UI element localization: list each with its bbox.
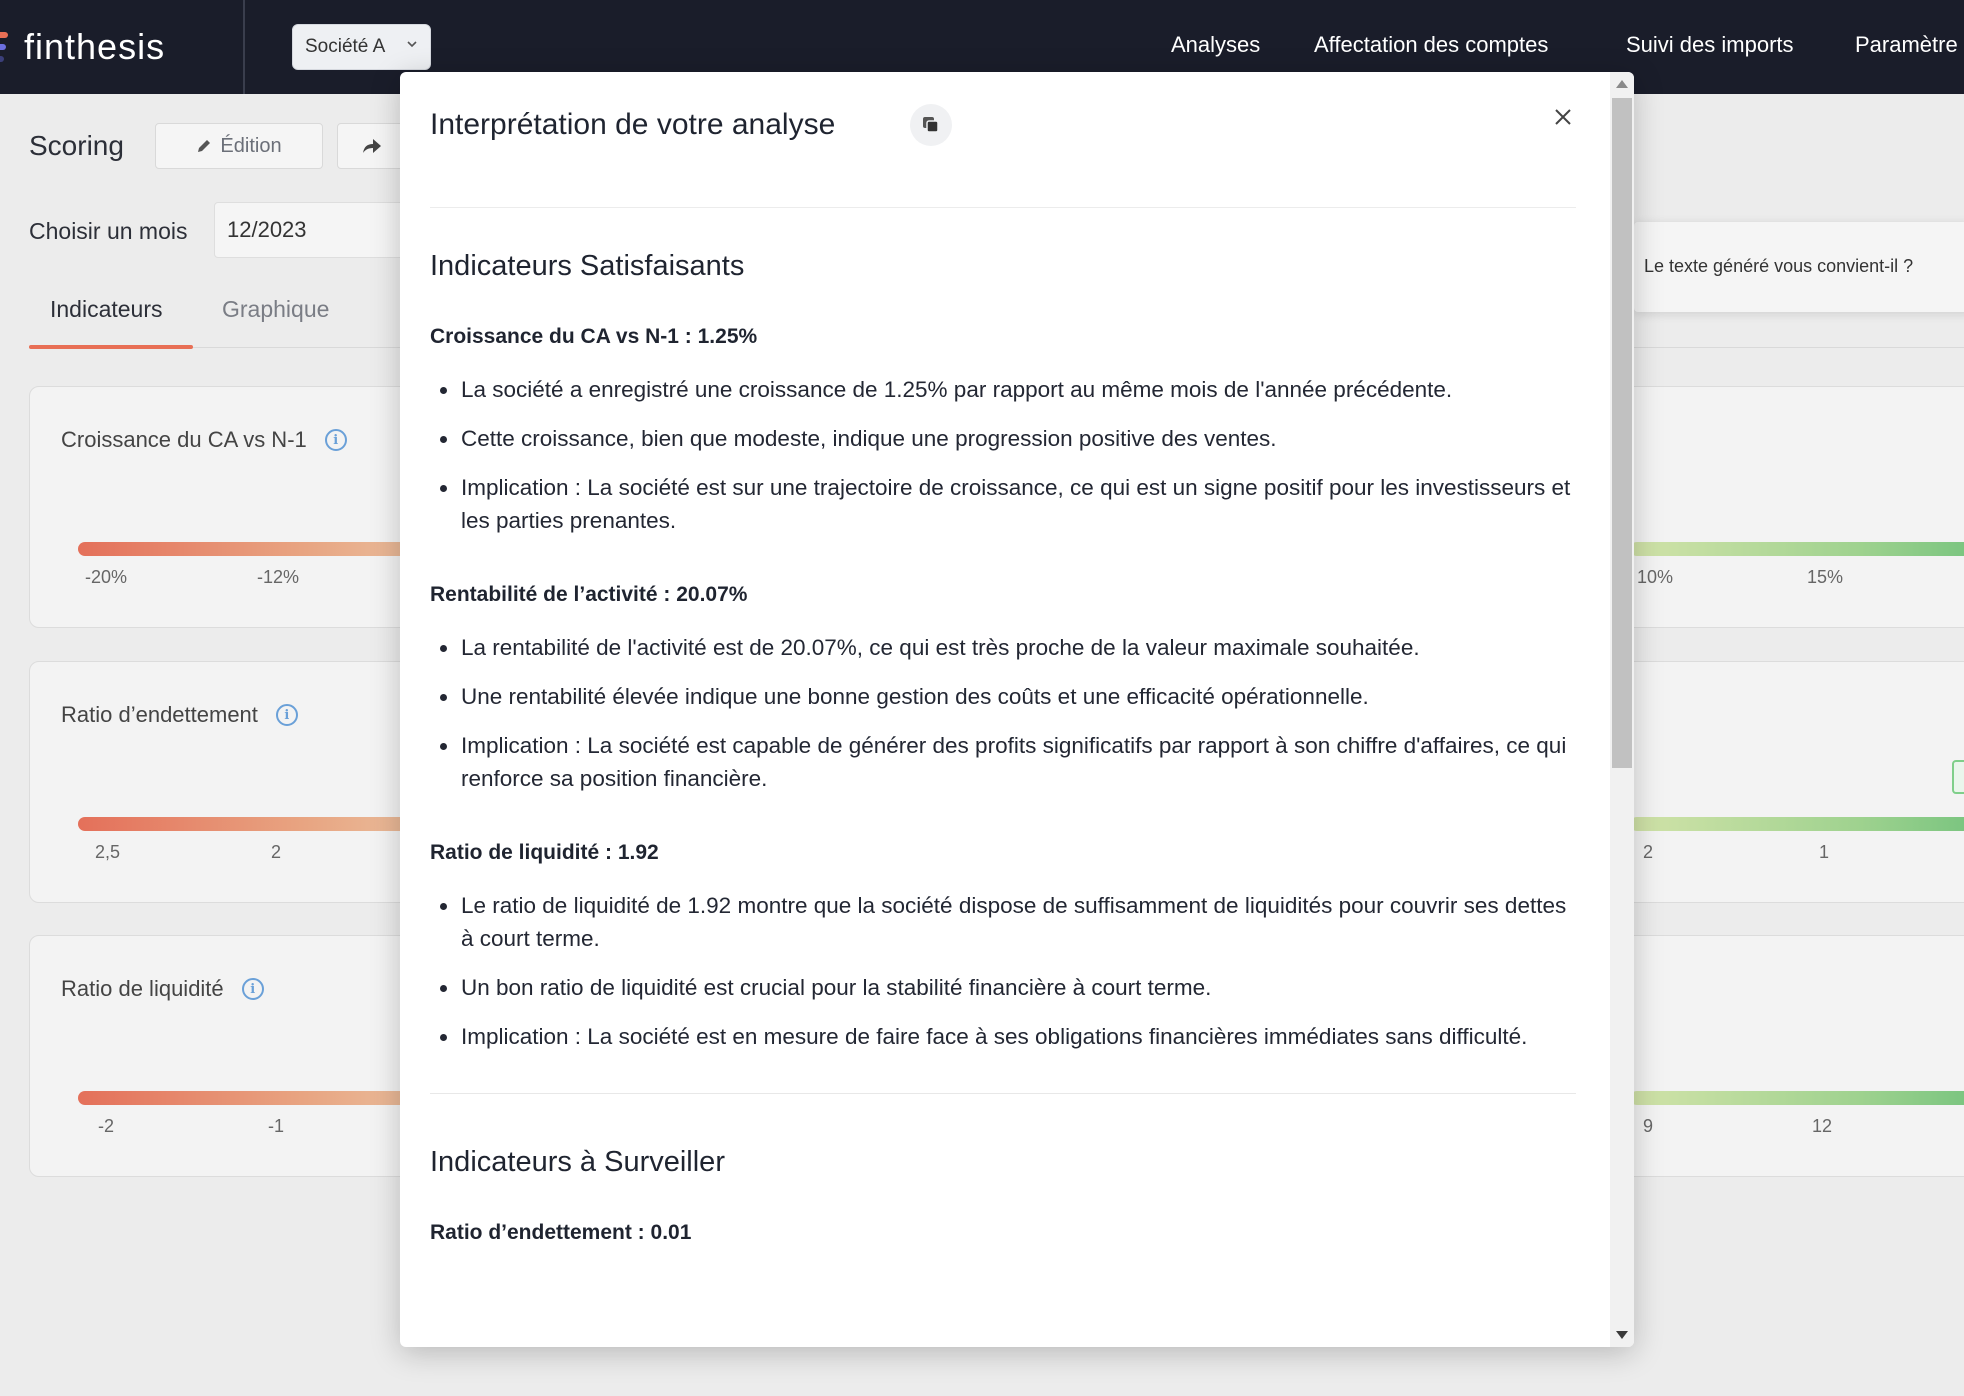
edit-button[interactable] [155,123,323,169]
card-title [61,427,347,453]
info-icon[interactable]: i [325,429,347,451]
list-item: Cette croissance, bien que modeste, indique une progression positive des ventes. [430,422,1576,455]
card-title [61,976,264,1002]
gauge-tick: -12% [257,567,300,587]
share-button[interactable] [337,123,407,169]
interpretation-modal [400,72,1634,1347]
nav-link-suivi-imports[interactable]: Suivi des imports [1626,32,1794,57]
indicator-heading-rentabilite: Rentabilité de l’activité : 20.07% [430,583,748,606]
company-select[interactable] [292,24,431,70]
bullet-list [430,631,1576,795]
active-tab-indicator [29,345,193,349]
bullet-list [430,889,1576,1053]
nav-link-parametres[interactable]: Paramètre [1855,32,1958,57]
gauge-tick: 2 [271,842,282,862]
modal-body [430,208,1576,1347]
gauge-bar-high [1630,542,1964,556]
status-badge [1952,760,1964,794]
gauge-tick: -1 [268,1116,285,1136]
scroll-down-arrow-icon[interactable] [1616,1331,1628,1339]
tab-graphique[interactable]: Graphique [222,296,330,322]
gauge-tick: 1 [1819,842,1830,862]
section-title-satisfaisants: Indicateurs Satisfaisants [430,250,745,282]
list-item: Implication : La société est en mesure de faire face à ses obligations financières immédiates sans difficulté. [430,1020,1576,1053]
list-item: Une rentabilité élevée indique une bonne gestion des coûts et une efficacité opérationnelle. [430,680,1576,713]
tab-indicateurs[interactable]: Indicateurs [50,296,163,322]
list-item: Le ratio de liquidité de 1.92 montre que la société dispose de suffisamment de liquidités pour couvrir ses dettes à court terme. [430,889,1576,955]
month-label: Choisir un mois [29,218,188,244]
share-arrow-icon [362,137,382,155]
gauge-tick: 10% [1637,567,1674,587]
logo-mark-icon [0,32,10,62]
list-item: Implication : La société est capable de générer des profits significatifs par rapport à son chiffre d'affaires, ce qui renforce sa position financière. [430,729,1576,795]
section-divider [430,1093,1576,1094]
info-icon[interactable]: i [242,978,264,1000]
gauge-tick: 2,5 [95,842,121,862]
indicator-heading-croissance: Croissance du CA vs N-1 : 1.25% [430,325,758,348]
feedback-text: Le texte généré vous convient-il ? [1644,256,1914,276]
indicator-heading-endettement: Ratio d’endettement : 0.01 [430,1221,692,1244]
feedback-prompt [1634,222,1964,312]
gauge-bar-high [1630,817,1964,831]
nav-link-affectation-comptes[interactable]: Affectation des comptes [1314,32,1549,57]
modal-title: Interprétation de votre analyse [430,108,836,141]
list-item: La société a enregistré une croissance de 1.25% par rapport au même mois de l'année précédente. [430,373,1576,406]
gauge-bar-high [1630,1091,1964,1105]
nav-link-analyses[interactable]: Analyses [1171,32,1261,57]
pencil-icon [196,138,212,154]
chevron-down-icon [406,38,418,50]
gauge-tick: 12 [1812,1116,1833,1136]
card-title [61,702,298,728]
info-icon[interactable]: i [276,704,298,726]
bullet-list [430,373,1576,537]
copy-button[interactable] [910,104,952,146]
gauge-tick: -20% [85,567,128,587]
list-item: Un bon ratio de liquidité est crucial pour la stabilité financière à court terme. [430,971,1576,1004]
list-item: Implication : La société est sur une trajectoire de croissance, ce qui est un signe positif pour les investisseurs et les parties prenantes. [430,471,1576,537]
modal-header [430,102,1576,208]
card-title-text: Ratio d’endettement [61,702,258,727]
logo-text: finthesis [24,26,166,67]
gauge-tick: 9 [1643,1116,1654,1136]
list-item: La rentabilité de l'activité est de 20.07%, ce qui est très proche de la valeur maximale souhaitée. [430,631,1576,664]
card-title-text: Croissance du CA vs N-1 [61,427,307,452]
gauge-tick: 15% [1807,567,1844,587]
company-select-value: Société A [305,36,386,57]
page-title: Scoring [29,130,124,161]
gauge-tick: -2 [98,1116,115,1136]
section-title-surveiller: Indicateurs à Surveiller [430,1146,725,1178]
indicator-heading-liquidite: Ratio de liquidité : 1.92 [430,841,659,864]
close-icon [1554,108,1572,126]
month-input[interactable]: 12/2023 [214,202,414,258]
edit-button-label: Édition [220,134,282,157]
gauge-tick: 2 [1643,842,1654,862]
finthesis-logo[interactable] [0,24,165,70]
modal-scrollbar[interactable] [1610,72,1634,1347]
topbar-divider [243,0,245,94]
scroll-up-arrow-icon[interactable] [1616,80,1628,88]
scroll-thumb[interactable] [1612,98,1632,768]
card-title-text: Ratio de liquidité [61,976,224,1001]
close-button[interactable] [1548,102,1578,132]
copy-icon [921,115,941,135]
